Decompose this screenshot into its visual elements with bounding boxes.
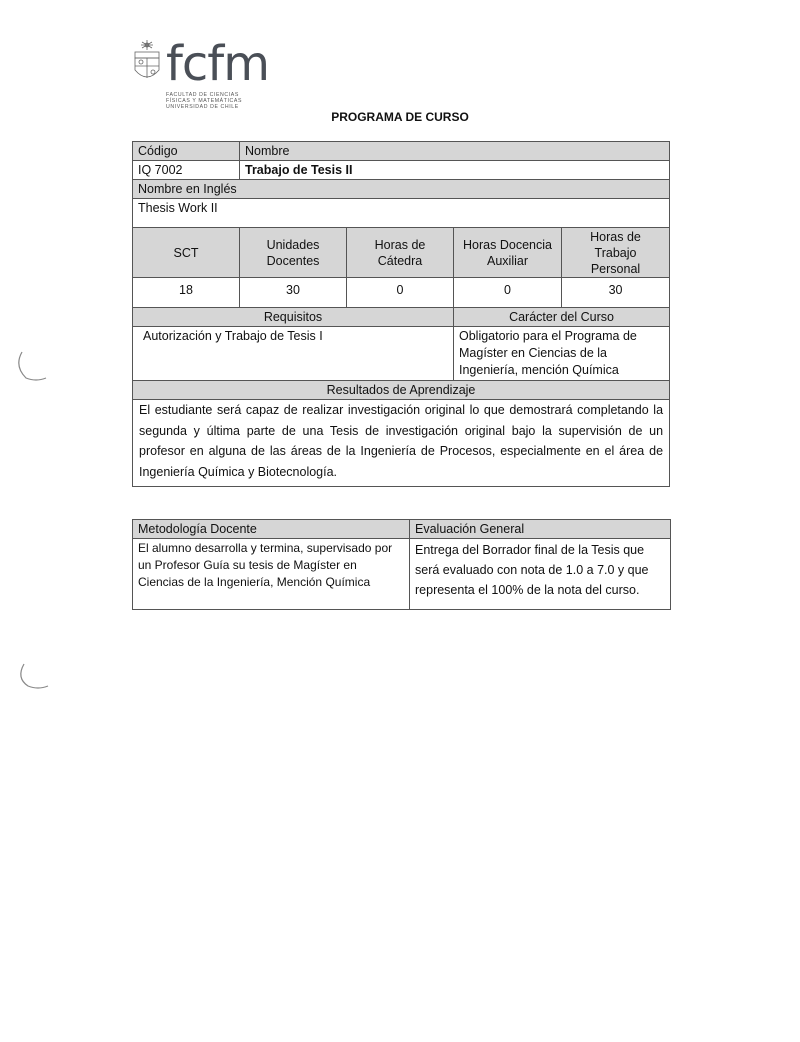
metodologia-label: Metodología Docente <box>133 520 410 539</box>
fcfm-logo <box>130 34 269 114</box>
hours-header-unidades: Unidades Docentes <box>240 228 347 278</box>
punch-hole-mark-icon <box>14 348 54 384</box>
nombre-label: Nombre <box>240 142 670 161</box>
hours-value-auxiliar: 0 <box>454 278 562 308</box>
codigo-value: IQ 7002 <box>133 161 240 180</box>
nombre-ingles-label: Nombre en Inglés <box>133 180 670 199</box>
hours-value-unidades: 30 <box>240 278 347 308</box>
hours-value-catedra: 0 <box>347 278 454 308</box>
resultados-label: Resultados de Aprendizaje <box>133 381 670 400</box>
caracter-label: Carácter del Curso <box>454 308 670 327</box>
university-seal-icon <box>132 38 162 86</box>
hours-value-personal: 30 <box>562 278 670 308</box>
caracter-value: Obligatorio para el Programa de Magíster en Ciencias de la Ingeniería, mención Química <box>454 327 670 381</box>
evaluacion-text: Entrega del Borrador final de la Tesis que será evaluado con nota de 1.0 a 7.0 y que representa el 100% de la nota del curso. <box>410 539 671 610</box>
resultados-text: El estudiante será capaz de realizar investigación original lo que demostrará completando la segunda y última parte de una Tesis de investigación original bajo la supervisión de un profesor en alguna de las áreas de la Ingeniería de Procesos, especialmente en el área de Ingeniería Química y Biotecnología. <box>133 400 670 487</box>
course-table <box>132 141 670 487</box>
methodology-table <box>132 519 671 610</box>
requisitos-value: Autorización y Trabajo de Tesis I <box>133 327 454 381</box>
logo-wordmark: fcfm <box>166 36 269 92</box>
hours-header-catedra: Horas de Cátedra <box>347 228 454 278</box>
nombre-ingles-value: Thesis Work II <box>133 199 670 228</box>
hours-value-sct: 18 <box>133 278 240 308</box>
hours-header-personal: Horas de Trabajo Personal <box>562 228 670 278</box>
requisitos-label: Requisitos <box>133 308 454 327</box>
evaluacion-label: Evaluación General <box>410 520 671 539</box>
nombre-value: Trabajo de Tesis II <box>240 161 670 180</box>
hours-header-auxiliar: Horas Docencia Auxiliar <box>454 228 562 278</box>
codigo-label: Código <box>133 142 240 161</box>
logo-subtitle: FACULTAD DE CIENCIAS FÍSICAS Y MATEMÁTICAS UNIVERSIDAD DE CHILE <box>166 92 243 110</box>
metodologia-text: El alumno desarrolla y termina, supervisado por un Profesor Guía su tesis de Magíster en Ciencias de la Ingeniería, Mención Química <box>133 539 410 610</box>
punch-hole-mark-icon <box>14 660 54 696</box>
document-title: PROGRAMA DE CURSO <box>331 110 469 124</box>
hours-header-sct: SCT <box>133 228 240 278</box>
